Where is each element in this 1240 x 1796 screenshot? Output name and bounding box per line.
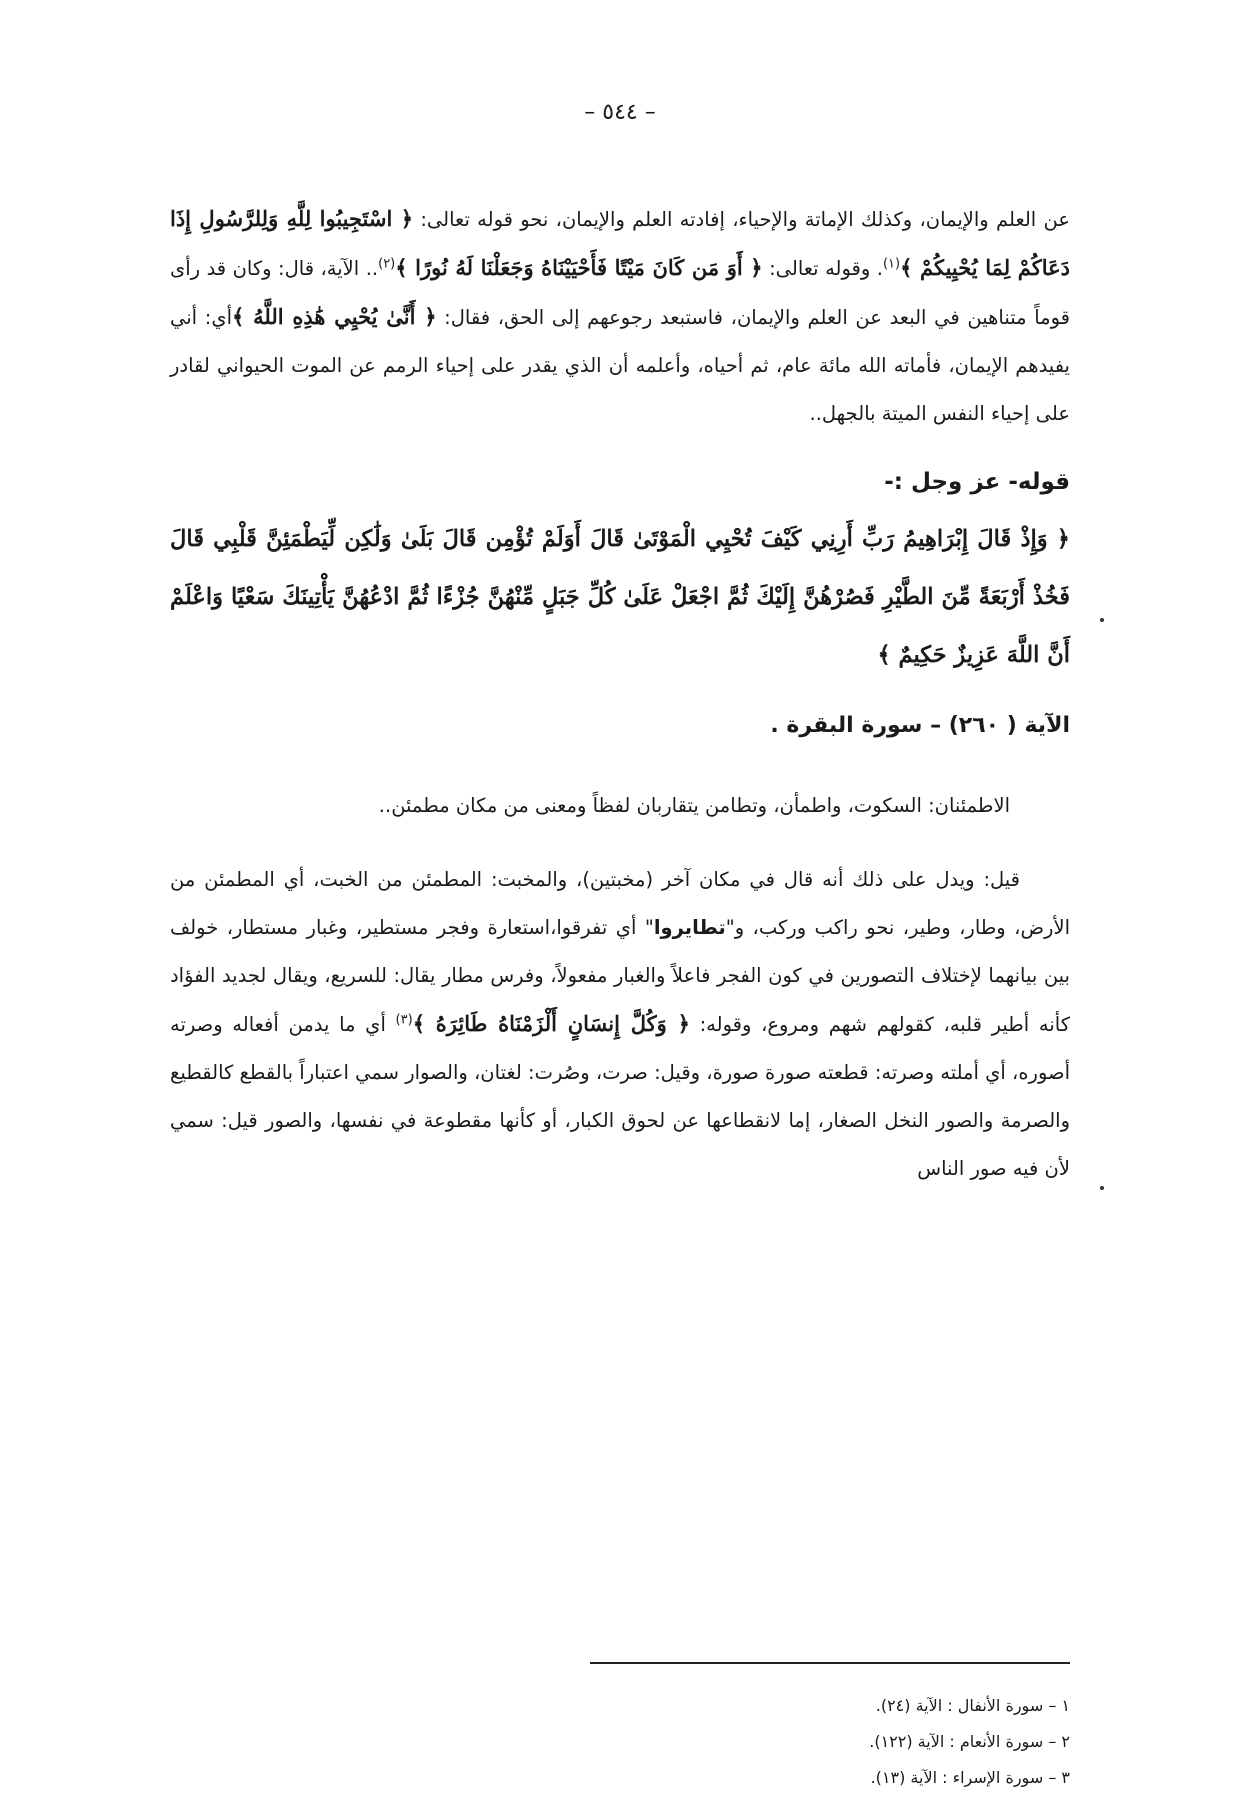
definition-line: الاطمئنان: السكوت، واطمأن، وتطامن يتقاربان لفظاً ومعنى من مكان مطمئن.. [378,794,1010,817]
footnote-ref-3[interactable]: (٣) [395,1012,413,1028]
intro-text-1: عن العلم والإيمان، وكذلك الإماتة والإحياء، إفادته العلم والإيمان، نحو قوله تعالى: [413,208,1070,231]
footnote-ref-1[interactable]: (١) [882,256,901,272]
footnote-divider [590,1662,1070,1664]
footnote-ref-2[interactable]: (٢) [378,256,396,272]
commentary-text-2: " أي تفرقوا،استعارة وفجر مستطير، وغبار مستطار، خولف بين بيانهما لإختلاف التصورين في كون الفجر فاعلاً والغبار مفعولاً، وفرس مطار يقال: للسريع، ويقال لجديد الفؤاد كأنه أطير قلبه، كقولهم شهم ومروع، وقوله: [170,916,1070,1036]
intro-text-3: .. الآية، قال: وكان قد رأى قوماً متناهين في البعد عن العلم والإيمان، فاستبعد رجوعهم إلى الحق، فقال: [170,257,1070,329]
verse-block: ﴿ وَإِذْ قَالَ إِبْرَاهِيمُ رَبِّ أَرِنِي كَيْفَ تُحْيِي الْمَوْتَىٰ قَالَ أَوَلَمْ تُؤْمِن قَالَ بَلَىٰ وَلَٰكِن لِّيَطْمَئِنَّ قَلْبِي قَالَ فَخُذْ أَرْبَعَةً مِّنَ الطَّيْرِ فَصُرْهُنَّ إِلَيْكَ ثُمَّ اجْعَلْ عَلَىٰ كُلِّ جَبَلٍ مِّنْهُنَّ جُزْءًا ثُمَّ ادْعُهُنَّ يَأْتِينَكَ سَعْيًا وَاعْلَمْ أَنَّ اللَّهَ عَزِيزٌ حَكِيمٌ ﴾ [170,526,1070,668]
page-number: – ٥٤٤ – [584,100,656,125]
commentary-text-1: قيل: ويدل على ذلك أنه قال في مكان آخر (مخبتين)، والمخبت: المطمئن من الخبت، أي المطمئن من الأرض، وطار، وطير، نحو راكب وركب، و" [170,868,1070,939]
margin-dot [1100,1186,1104,1190]
ayah-reference: الآية ( ٢٦٠) – سورة البقرة . [770,713,1070,738]
footnote-2: ٢ – سورة الأنعام : الآية (١٢٢). [869,1732,1070,1751]
intro-text-4: أي: أني يفيدهم الإيمان، فأماته الله مائة عام، ثم أحياه، وأعلمه أن الذي يقدر على إحياء الرمم عن الموت الحيواني لقادر على إحياء النفس الميتة بالجهل.. [170,306,1070,425]
commentary-text-3: أي ما يدمن أفعاله وصرته أصوره، أي أملته وصرته: قطعته صورة صورة، وقيل: صرت، وصُرت: لغتان، والصوار سمي اعتباراً بالقطع كالقطيع والصرمة والصور النخل الصغار، إما لانقطاعها عن لحوق الكبار، أو كأنها مقطوعة في نفسها، والصور قيل: سمي لأن فيه صور الناس [170,1013,1070,1180]
quran-quote-2: ﴿ أَوَ مَن كَانَ مَيْتًا فَأَحْيَيْنَاهُ وَجَعَلْنَا لَهُ نُورًا ﴾ [395,255,763,280]
footnotes [170,1688,1070,1796]
footnote-1: ١ – سورة الأنفال : الآية (٢٤). [875,1696,1070,1715]
footnote-3: ٣ – سورة الإسراء : الآية (١٣). [870,1768,1070,1787]
section-heading: قوله- عز وجل :- [884,469,1070,495]
intro-text-2: . وقوله تعالى: [762,257,883,280]
quran-quote-3: ﴿ أَنَّىٰ يُحْيِي هَٰذِهِ اللَّهُ ﴾ [232,304,437,329]
commentary-paragraph [170,856,1070,1193]
quran-quote-1: ﴿ اسْتَجِيبُوا لِلَّهِ وَلِلرَّسُولِ إِذَا دَعَاكُمْ لِمَا يُحْيِيكُمْ ﴾ [170,206,1071,280]
margin-dot [1100,618,1104,622]
bold-term: تطايروا [653,916,726,939]
intro-paragraph [170,195,1070,438]
quran-quote-4: ﴿ وَكُلَّ إِنسَانٍ أَلْزَمْنَاهُ طَائِرَهُ ﴾ [412,1011,690,1036]
page-body [170,195,1070,1193]
